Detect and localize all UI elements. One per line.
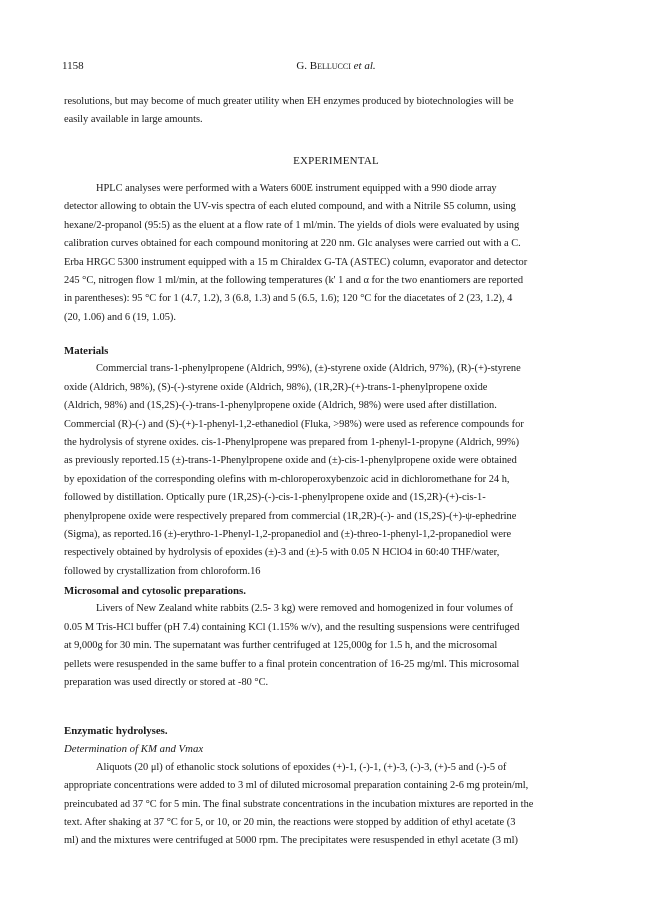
enzymatic-subheading: Determination of KM and Vmax — [64, 743, 204, 756]
text-line: Livers of New Zealand white rabbits (2.5- 3 kg) were removed and homogenized in four volumes of — [96, 603, 513, 615]
text-line: HPLC analyses were performed with a Waters 600E instrument equipped with a 990 diode array — [96, 183, 497, 194]
text-line: preincubated ad 37 °C for 5 min. The final substrate concentrations in the incubation mixtures are reported in the — [64, 798, 534, 810]
text-line: text. After shaking at 37 °C for 5, or 10, or 20 min, the reactions were stopped by addition of ethyl acetate (3 — [64, 817, 516, 829]
section-heading-experimental: EXPERIMENTAL — [293, 155, 379, 167]
text-line: as previously reported.15 (±)-trans-1-Phenylpropene oxide and (±)-cis-1-phenylpropene oxide were obtained — [64, 455, 517, 467]
text-line: Erba HRGC 5300 instrument equipped with a 15 m Chiraldex G-TA (ASTEC) column, evaporator and detector — [64, 256, 528, 268]
hplc-paragraph — [64, 180, 612, 327]
text-line: oxide (Aldrich, 98%), (S)-(-)-styrene oxide (Aldrich, 98%), (1R,2R)-(+)-trans-1-phenylpropene oxide — [64, 381, 488, 393]
text-line: the hydrolysis of styrene oxides. cis-1-Phenylpropene was prepared from 1-phenyl-1-propyne (Aldrich, 99%) — [64, 437, 520, 449]
text-line: Aliquots (20 μl) of ethanolic stock solutions of epoxides (+)-1, (-)-1, (+)-3, (-)-3, (+)-5 and (-)-5 of — [96, 761, 507, 773]
text-line: preparation was used directly or stored at -80 °C. — [64, 677, 269, 689]
text-line: Commercial trans-1-phenylpropene (Aldrich, 99%), (±)-styrene oxide (Aldrich, 97%), (R)-(+)-styrene — [96, 363, 521, 375]
enzymatic-heading: Enzymatic hydrolyses. — [64, 725, 168, 737]
page-number: 1158 — [62, 60, 84, 72]
microsomal-section — [64, 582, 612, 692]
text-line: (Aldrich, 98%) and (1S,2S)-(-)-trans-1-phenylpropene oxide (Aldrich, 98%) were used after distillation. — [64, 400, 497, 412]
enzymatic-section — [64, 722, 612, 851]
text-line: followed by distillation. Optically pure (1R,2S)-(-)-cis-1-phenylpropene oxide and (1S,2R)-(+)-cis-1- — [64, 492, 486, 504]
text-line: at 9,000g for 30 min. The supernatant was further centrifuged at 125,000g for 1.5 h, and the microsomal — [64, 640, 498, 652]
author-suffix: et al. — [353, 60, 376, 72]
text-line: 0.05 M Tris-HCl buffer (pH 7.4) containing KCl (1.15% w/v), and the resulting suspensions were centrifuged — [64, 621, 520, 633]
text-line: appropriate concentrations were added to 3 ml of diluted microsomal preparation containing 2-6 mg protein/ml, — [64, 780, 529, 792]
text-line: 245 °C, nitrogen flow 1 ml/min, at the following temperatures (k' 1 and α for the two enantiomers are reported — [64, 275, 524, 287]
microsomal-heading: Microsomal and cytosolic preparations. — [64, 585, 246, 597]
text-line: in parentheses): 95 °C for 1 (4.7, 1.2), 3 (6.8, 1.3) and 5 (6.5, 1.6); 120 °C for the diacetates of 2 (23, 1.2), 4 — [64, 293, 513, 305]
text-line: phenylpropene oxide were respectively prepared from commercial (1R,2R)-(-)- and (1S,2S)-(+)-ψ-ephedrine — [64, 510, 517, 522]
intro-paragraph — [64, 93, 612, 130]
materials-heading: Materials — [64, 345, 109, 357]
running-header — [62, 60, 610, 76]
text-line: (Sigma), as reported.16 (±)-erythro-1-Phenyl-1,2-propanediol and (±)-threo-1-phenyl-1,2-propanediol were — [64, 529, 512, 541]
text-line: calibration curves obtained for each compound monitoring at 220 nm. Glc analyses were carried out with a C. — [64, 238, 521, 250]
text-line: ml) and the mixtures were centrifuged at 5000 rpm. The precipitates were resuspended in ethyl acetate (3 ml) — [64, 835, 518, 847]
materials-section — [64, 342, 612, 581]
text-line: respectively obtained by hydrolysis of epoxides (±)-3 and (±)-5 with 0.05 N HClO4 in 60:40 THF/water, — [64, 547, 500, 559]
text-line: hexane/2-propanol (95:5) as the eluent at a flow rate of 1 ml/min. The yields of diols were evaluated by using — [64, 219, 520, 231]
text-line: easily available in large amounts. — [64, 114, 203, 126]
text-line: followed by crystallization from chloroform.16 — [64, 565, 261, 577]
text-line: detector allowing to obtain the UV-vis spectra of each eluted compound, and with a Nitrile S5 column, using — [64, 201, 516, 213]
running-author — [62, 60, 610, 72]
author-name: G. Bellucci — [296, 60, 351, 72]
text-line: pellets were resuspended in the same buffer to a final protein concentration of 16-25 mg/ml. This microsomal — [64, 658, 520, 670]
text-line: (20, 1.06) and 6 (19, 1.05). — [64, 311, 176, 323]
text-line: resolutions, but may become of much greater utility when EH enzymes produced by biotechnologies will be — [64, 96, 514, 107]
text-line: Commercial (R)-(-) and (S)-(+)-1-phenyl-1,2-ethanediol (Fluka, >98%) were used as reference compounds for — [64, 418, 524, 430]
text-line: by epoxidation of the corresponding olefins with m-chloroperoxybenzoic acid in dichloromethane for 24 h, — [64, 473, 510, 485]
